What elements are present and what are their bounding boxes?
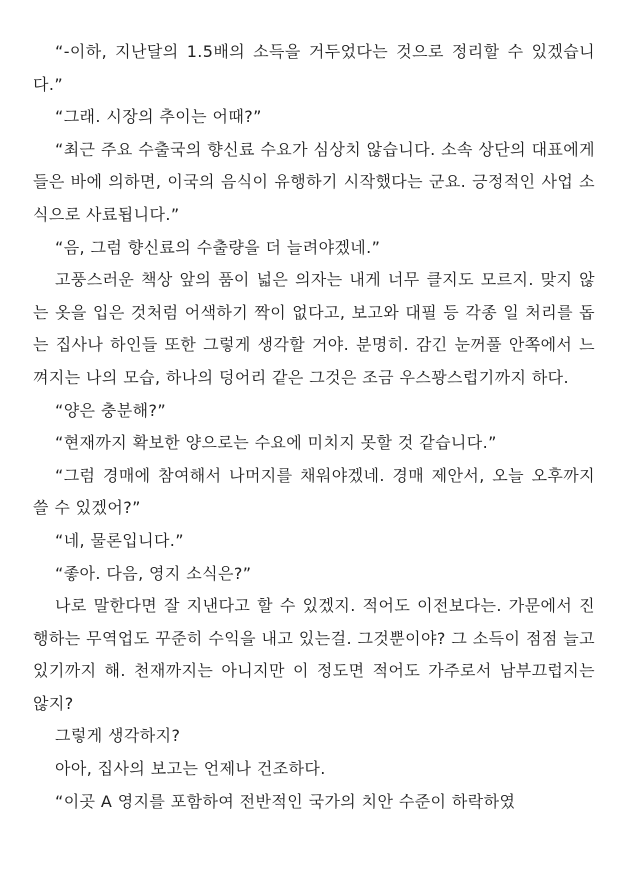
paragraph: “현재까지 확보한 양으로는 수요에 미치지 못할 것 같습니다.” [55, 433, 497, 453]
paragraph: “좋아. 다음, 영지 소식은?” [55, 563, 252, 583]
paragraph: 고풍스러운 책상 앞의 품이 넓은 의자는 내게 너무 클지도 모르지. 맞지 않는 옷을 입은 것처럼 어색하기 짝이 없다고, 보고와 대필 등 각종 일 처리를 돕는 집사나 하인들 또한 그렇게 생각할 거야. 분명히. 감긴 눈꺼풀 안쪽에서 느껴지는 나의 모습, 하나의 덩어리 같은 그것은 조금 우스꽝스럽기까지 하다. [33, 270, 595, 387]
paragraph: 그렇게 생각하지? [55, 726, 181, 746]
paragraph: “양은 충분해?” [55, 400, 167, 420]
paragraph: “이곳 A 영지를 포함하여 전반적인 국가의 치안 수준이 하락하였 [55, 791, 516, 811]
paragraph: “그래. 시장의 추이는 어때?” [55, 107, 262, 127]
paragraph: 아아, 집사의 보고는 언제나 건조하다. [55, 759, 326, 779]
paragraph: “그럼 경매에 참여해서 나머지를 채워야겠네. 경매 제안서, 오늘 오후까지 쓸 수 있겠어?” [33, 465, 595, 518]
paragraph: “음, 그럼 향신료의 수출량을 더 늘려야겠네.” [55, 237, 381, 257]
paragraph: “최근 주요 수출국의 향신료 수요가 심상치 않습니다. 소속 상단의 대표에게 들은 바에 의하면, 이국의 음식이 유행하기 시작했다는 군요. 긍정적인 사업 소식으로 사료됩니다.” [33, 139, 595, 224]
paragraph: “-이하, 지난달의 1.5배의 소득을 거두었다는 것으로 정리할 수 있겠습니다.” [33, 42, 595, 94]
document-page [33, 36, 595, 818]
paragraph: “네, 물론입니다.” [55, 530, 184, 550]
paragraph: 나로 말한다면 잘 지낸다고 할 수 있겠지. 적어도 이전보다는. 가문에서 진행하는 무역업도 꾸준히 수익을 내고 있는걸. 그것뿐이야? 그 소득이 점점 늘고 있기까지 해. 천재까지는 아니지만 이 정도면 적어도 가주로서 남부끄럽지는 않지? [33, 596, 595, 713]
